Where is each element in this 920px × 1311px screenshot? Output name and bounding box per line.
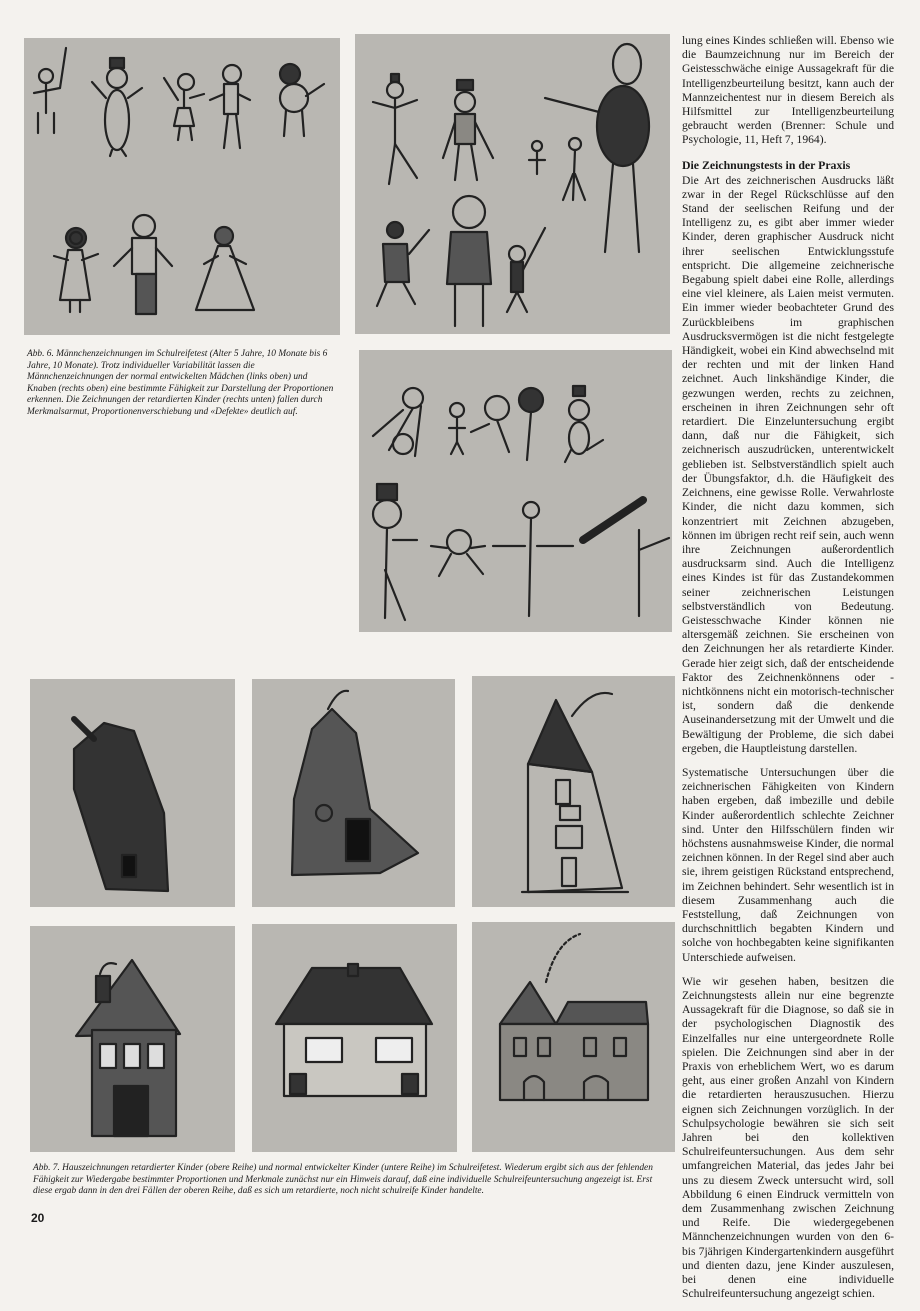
figure7-normal-house-2 — [252, 924, 457, 1152]
article-paragraph-2: Systematische Untersuchungen über die zeichnerischen Fähigkeiten von Kindern haben ergeben, daß imbezille und debile Kinder außerordentlich schlechte Zeichner sind. Unter den Hilfsschülern finden wir höchstens ausnahmsweise Kinder, die normal zeichnen können. In der Regel sind aber auch sie, ihrem geistigen Rückstand entsprechend, im Zeichnen behindert. Sehr wesentlich ist in diesem Zusammenhang auch die Feststellung, daß Zeichnungen von durchschnittlich begabten Kindern und solche von hochbegabten keine signifikanten Unterschiede aufweisen. — [682, 765, 894, 964]
article-paragraph-1: Die Art des zeichnerischen Ausdrucks läßt zwar in der Regel Rückschlüsse auf den Stand der seelischen Reifung und der Intelligenz zu, es gibt aber immer wieder Kinder, deren graphischer Ausdruck nicht ihrer seelischen Entwicklungsstufe entspricht. Die allgemeine zeichnerische Begabung spielt dabei eine Rolle, allerdings eine viel kleinere, als Laien meist vermuten. Ein immer wieder beobachteter Grund des Zurückbleibens im graphischen Ausdrucksvermögen ist die nicht festgelegte Händigkeit, wobei ein Kind abwechselnd mit der rechten und mit der linken Hand zeichnet. Auch linkshändige Kinder, die gezwungen werden, rechts zu zeichnen, erscheinen in ihren Zeichnungen sehr oft retardiert. Die Einzeluntersuchung ergibt dann, daß nur die Fähigkeit, sich zeichnerisch auszudrücken, unterentwickelt geblieben ist. Selbstverständlich spielt auch der Übungsfaktor, d.h. die Häufigkeit des Zeichnens, eine gewisse Rolle. Verwahrloste Kinder, die nicht dazu kommen, sich konzentriert mit Zeichnen abzugeben, können im übrigen recht reif sein, auch wenn ihre Zeichnungen außerordentlich ausdrucksarm sind. Auch die Intelligenz eines Kindes ist für das Zustandekommen seiner zeichnerischen Leistungen selbstverständlich von Bedeutung. Geistesschwache Kinder können nie altersgemäß zeichnen. Sie erscheinen von den Zeichnungen her als retardierte Kinder. Gerade hier zeigt sich, daß der entscheidende Faktor des Zeichnenkönnens oder -nichtkönnens nicht ein motorisch-technischer ist, sondern daß die denkende Auseinandersetzung mit der Umwelt und die Bewältigung der Probleme, die sich dabei ergeben, die Hauptleistung darstellen. — [682, 173, 894, 755]
figure7-normal-house-3 — [472, 922, 675, 1152]
figure6-caption: Abb. 6. Männchenzeichnungen im Schulreifetest (Alter 5 Jahre, 10 Monate bis 6 Jahre, 10 Monate). Trotz individueller Variabilität lassen die Männchenzeichnungen der normal entwickelten Mädchen (links oben) und Knaben (rechts oben) eine bestimmte Fähigkeit zur Darstellung der Proportionen erkennen. Die Zeichnungen der retardierten Kinder (rechts unten) fallen durch Merkmalsarmut, Proportionenverschiebung und «Defekte» deutlich auf. — [27, 349, 334, 417]
figure7-retarded-house-1 — [30, 679, 235, 907]
figure7-normal-house-1 — [30, 926, 235, 1152]
article-intro-paragraph: lung eines Kindes schließen will. Ebenso wie die Baumzeichnung nur im Bereich der Geistesschwäche einige Aussagekraft für die Intelligenzbeurteilung besitzt, kann auch der Mannzeichentest nur in diesem Bereich als Hilfsmittel zur Intelligenzbeurteilung gebraucht werden (Brenner: Schule und Psychologie, 11, Heft 7, 1964). — [682, 34, 894, 147]
page-number: 20 — [31, 1211, 45, 1225]
figure6-boys-drawings — [355, 34, 670, 334]
figure7-retarded-house-3 — [472, 676, 675, 907]
figure7-caption: Abb. 7. Hauszeichnungen retardierter Kinder (obere Reihe) und normal entwickelter Kinder (untere Reihe) im Schulreifetest. Wiederum ergibt sich aus der fehlenden Fähigkeit zur Wiedergabe bestimmter Proportionen und Merkmale zunächst nur ein Hinweis darauf, daß eine individuelle Schulreifeuntersuchung angezeigt ist. Erst diese ergab dann in den drei Fällen der oberen Reihe, daß es sich um retardierte, noch nicht schulreife Kinder handelte. — [33, 1163, 653, 1197]
section-heading: Die Zeichnungstests in der Praxis — [682, 157, 851, 172]
figure6-girls-drawings — [24, 38, 340, 335]
figure6-retarded-children-drawings — [359, 350, 672, 632]
article-column — [682, 34, 894, 1311]
figure7-retarded-house-2 — [252, 679, 455, 907]
article-paragraph-3: Wie wir gesehen haben, besitzen die Zeichnungstests allein nur eine begrenzte Aussagekraft für die Diagnose, so daß sie in der psychologischen Diagnostik des Einzelfalles nur eine untergeordnete Rolle spielen. Die Zeichnungen sind aber in der Praxis von erheblichem Wert, wo es darum geht, aus einer großen Anzahl von Kindern die retardierten herauszusuchen. Hierzu eignen sich Zeichnungen vorzüglich. In der Schulpsychologie bewähren sie sich seit Jahren bei den kollektiven Schulreifeuntersuchungen. Aus dem sehr umfangreichen Material, das jedes Jahr bei uns zu diesem Zweck untersucht wird, soll Abbildung 6 einen Eindruck vermitteln von dem Zusammenhang zwischen Zeichnung und Reife. Die wiedergegebenen Männchenzeichnungen wurden von den 6- bis 7jährigen Kindergartenkindern ausgeführt und dienten dazu, jene Kinder auszulesen, bei denen eine individuelle Schulreifeuntersuchung angezeigt schien. — [682, 974, 894, 1301]
